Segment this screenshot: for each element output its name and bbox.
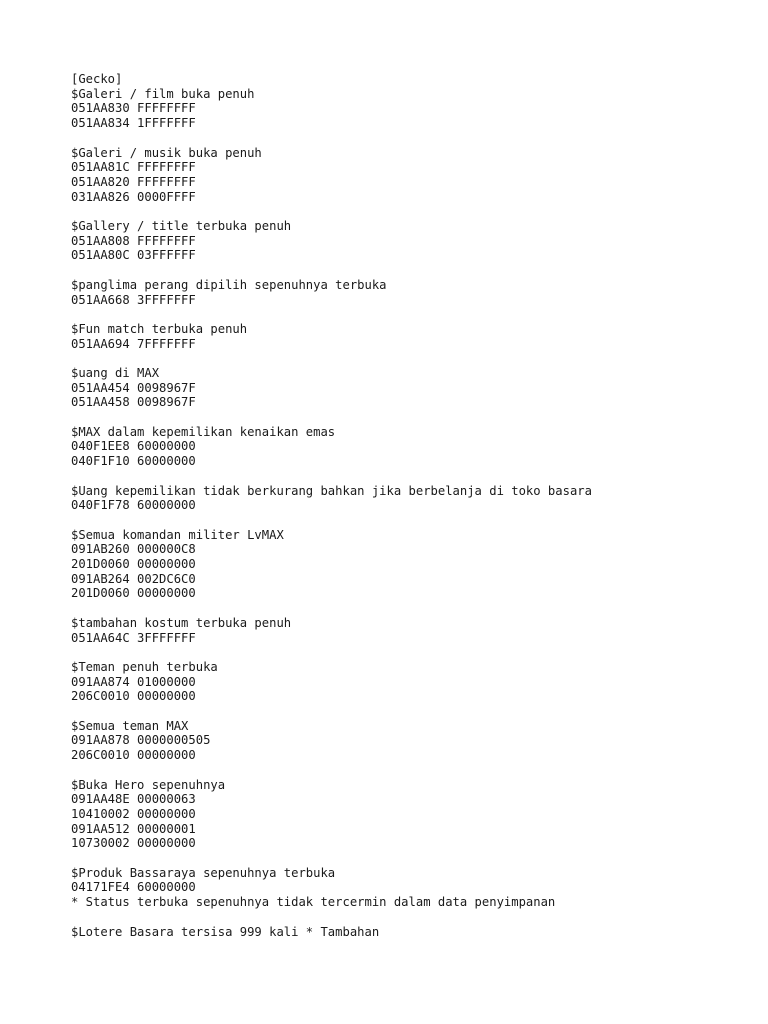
section-title: $Produk Bassaraya sepenuhnya terbuka: [71, 865, 336, 880]
code-line: 040F1F78 60000000: [71, 498, 196, 513]
cheat-section: [71, 616, 751, 645]
code-line: 091AA878 0000000505: [71, 733, 211, 748]
section-title: $panglima perang dipilih sepenuhnya terbuka: [71, 277, 387, 292]
section-title: $uang di MAX: [71, 365, 160, 380]
code-line: 206C0010 00000000: [71, 748, 196, 763]
cheat-section: [71, 366, 751, 410]
code-line: 091AB260 000000C8: [71, 542, 196, 557]
code-line: 091AB264 002DC6C0: [71, 571, 196, 586]
cheat-section: [71, 278, 751, 307]
section-title: $Semua teman MAX: [71, 718, 189, 733]
code-line: 206C0010 00000000: [71, 689, 196, 704]
code-line: 091AA874 01000000: [71, 674, 196, 689]
code-line: 04171FE4 60000000: [71, 880, 196, 895]
code-line: 051AA80C 03FFFFFF: [71, 248, 196, 263]
code-line: 031AA826 0000FFFF: [71, 189, 196, 204]
section-title: $Fun match terbuka penuh: [71, 321, 248, 336]
code-line: 040F1EE8 60000000: [71, 439, 196, 454]
cheat-section: [71, 528, 751, 602]
cheat-section: [71, 925, 751, 940]
code-line: 051AA694 7FFFFFFF: [71, 336, 196, 351]
code-line: 051AA668 3FFFFFFF: [71, 292, 196, 307]
section-title: $Lotere Basara tersisa 999 kali * Tambahan: [71, 924, 380, 939]
code-line: 051AA81C FFFFFFFF: [71, 160, 196, 175]
cheat-section: [71, 866, 751, 910]
code-line: 051AA834 1FFFFFFF: [71, 116, 196, 131]
section-title: $Galeri / musik buka penuh: [71, 145, 262, 160]
cheat-section: [71, 219, 751, 263]
code-line: 10730002 00000000: [71, 836, 196, 851]
cheat-section: [71, 484, 751, 513]
note-line: * Status terbuka sepenuhnya tidak tercermin dalam data penyimpanan: [71, 895, 556, 910]
document-header: [Gecko]: [71, 72, 123, 86]
code-line: 040F1F10 60000000: [71, 454, 196, 469]
cheat-section: [71, 719, 751, 763]
document-header-section: [71, 72, 751, 131]
section-title: $Uang kepemilikan tidak berkurang bahkan jika berbelanja di toko basara: [71, 483, 592, 498]
section-title: $Teman penuh terbuka: [71, 659, 218, 674]
cheat-section: [71, 146, 751, 205]
section-title: $tambahan kostum terbuka penuh: [71, 615, 292, 630]
section-title: $MAX dalam kepemilikan kenaikan emas: [71, 424, 336, 439]
section-title: $Semua komandan militer LvMAX: [71, 527, 284, 542]
code-line: 051AA458 0098967F: [71, 395, 196, 410]
code-line: 201D0060 00000000: [71, 557, 196, 572]
document-page: [71, 72, 751, 954]
code-line: 051AA64C 3FFFFFFF: [71, 630, 196, 645]
code-line: 10410002 00000000: [71, 806, 196, 821]
code-line: 051AA454 0098967F: [71, 380, 196, 395]
cheat-section: [71, 778, 751, 852]
code-line: 051AA808 FFFFFFFF: [71, 233, 196, 248]
cheat-section: [71, 425, 751, 469]
section-title: $Galeri / film buka penuh: [71, 86, 255, 101]
code-line: 051AA820 FFFFFFFF: [71, 174, 196, 189]
code-line: 091AA48E 00000063: [71, 792, 196, 807]
cheat-section: [71, 322, 751, 351]
section-title: $Buka Hero sepenuhnya: [71, 777, 226, 792]
cheat-section: [71, 660, 751, 704]
code-line: 201D0060 00000000: [71, 586, 196, 601]
section-title: $Gallery / title terbuka penuh: [71, 219, 292, 233]
code-line: 051AA830 FFFFFFFF: [71, 101, 196, 116]
code-line: 091AA512 00000001: [71, 821, 196, 836]
